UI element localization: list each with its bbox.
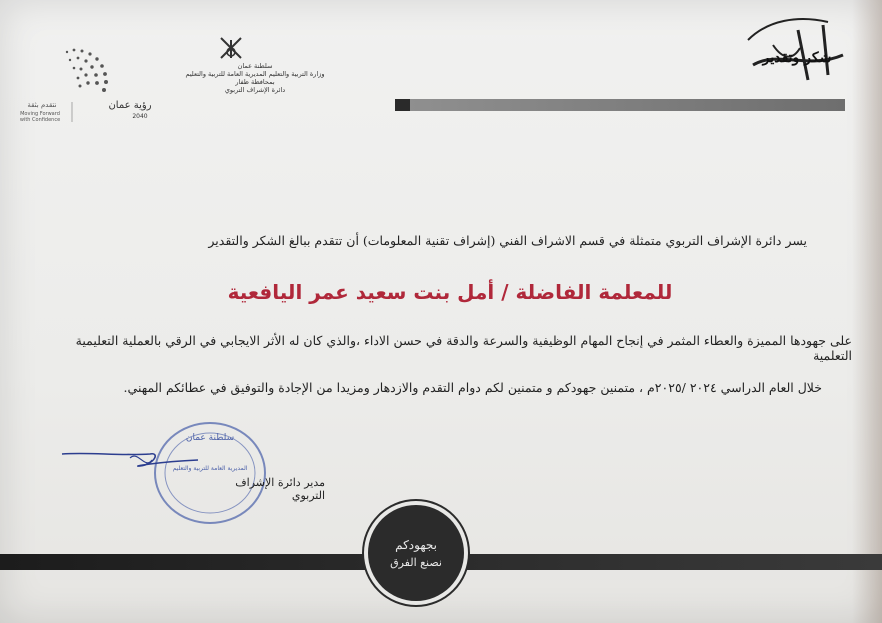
vision-slogan-en-1: Moving Forward	[20, 111, 60, 117]
stamp-body-text: المديرية العامة للتربية والتعليم	[172, 465, 248, 472]
thanks-calligraphy-logo	[738, 10, 856, 90]
certificate-body-line2: خلال العام الدراسي ٢٠٢٤ /٢٠٢٥م ، متمنين جهودكم و متمنين لكم دوام التقدم والازدهار ومزيدا من الإجادة والتوفيق في عطائكم المهني.	[123, 380, 822, 395]
background-edge	[852, 0, 882, 623]
vision-arabic-text: رؤية عمان	[108, 100, 152, 111]
ministry-header	[180, 62, 330, 94]
vision-slogan-ar: نتقدم بثقة	[27, 101, 57, 109]
ministry-line-governorate: بمحافظة ظفار	[235, 78, 275, 86]
ministry-line-ministry: وزارة التربية والتعليم المديرية العامة للتربية والتعليم	[185, 70, 325, 78]
certificate-intro: يسر دائرة الإشراف التربوي متمثلة في قسم الاشراف الفني (إشراف تقنية المعلومات) أن تتقدم ببالغ الشكر والتقدير	[208, 233, 807, 248]
vision-year: 2040	[132, 113, 148, 120]
ministry-line-department: دائرة الإشراف التربوي	[224, 86, 286, 94]
certificate-body-line1: على جهودها المميزة والعطاء المثمر في إنجاح المهام الوظيفية والسرعة والدقة في حسن الاداء ،والذي كان له الأثر الايجابي في الرقي بالعملية التعليمية التعلمية	[75, 333, 852, 363]
footer-seal	[368, 505, 464, 601]
oman-vision-2040-logo	[12, 40, 162, 125]
signer-title: مدير دائرة الإشراف التربوي	[235, 476, 325, 502]
handwritten-signature	[60, 440, 200, 480]
recipient-name: للمعلمة الفاضلة / أمل بنت سعيد عمر اليافعية	[227, 280, 673, 304]
oman-emblem-icon	[216, 34, 246, 62]
top-decorative-band	[395, 99, 845, 111]
seal-line2: نصنع الفرق	[390, 555, 442, 569]
vision-slogan-en-2: with Confidence	[19, 117, 61, 123]
thanks-calligraphy-text: شكر وتقدير	[762, 50, 832, 66]
seal-line1: بجهودكم	[395, 537, 437, 552]
stamp-top-text: سلطنة عمان	[185, 433, 235, 443]
ministry-line-country: سلطنة عمان	[237, 62, 273, 70]
